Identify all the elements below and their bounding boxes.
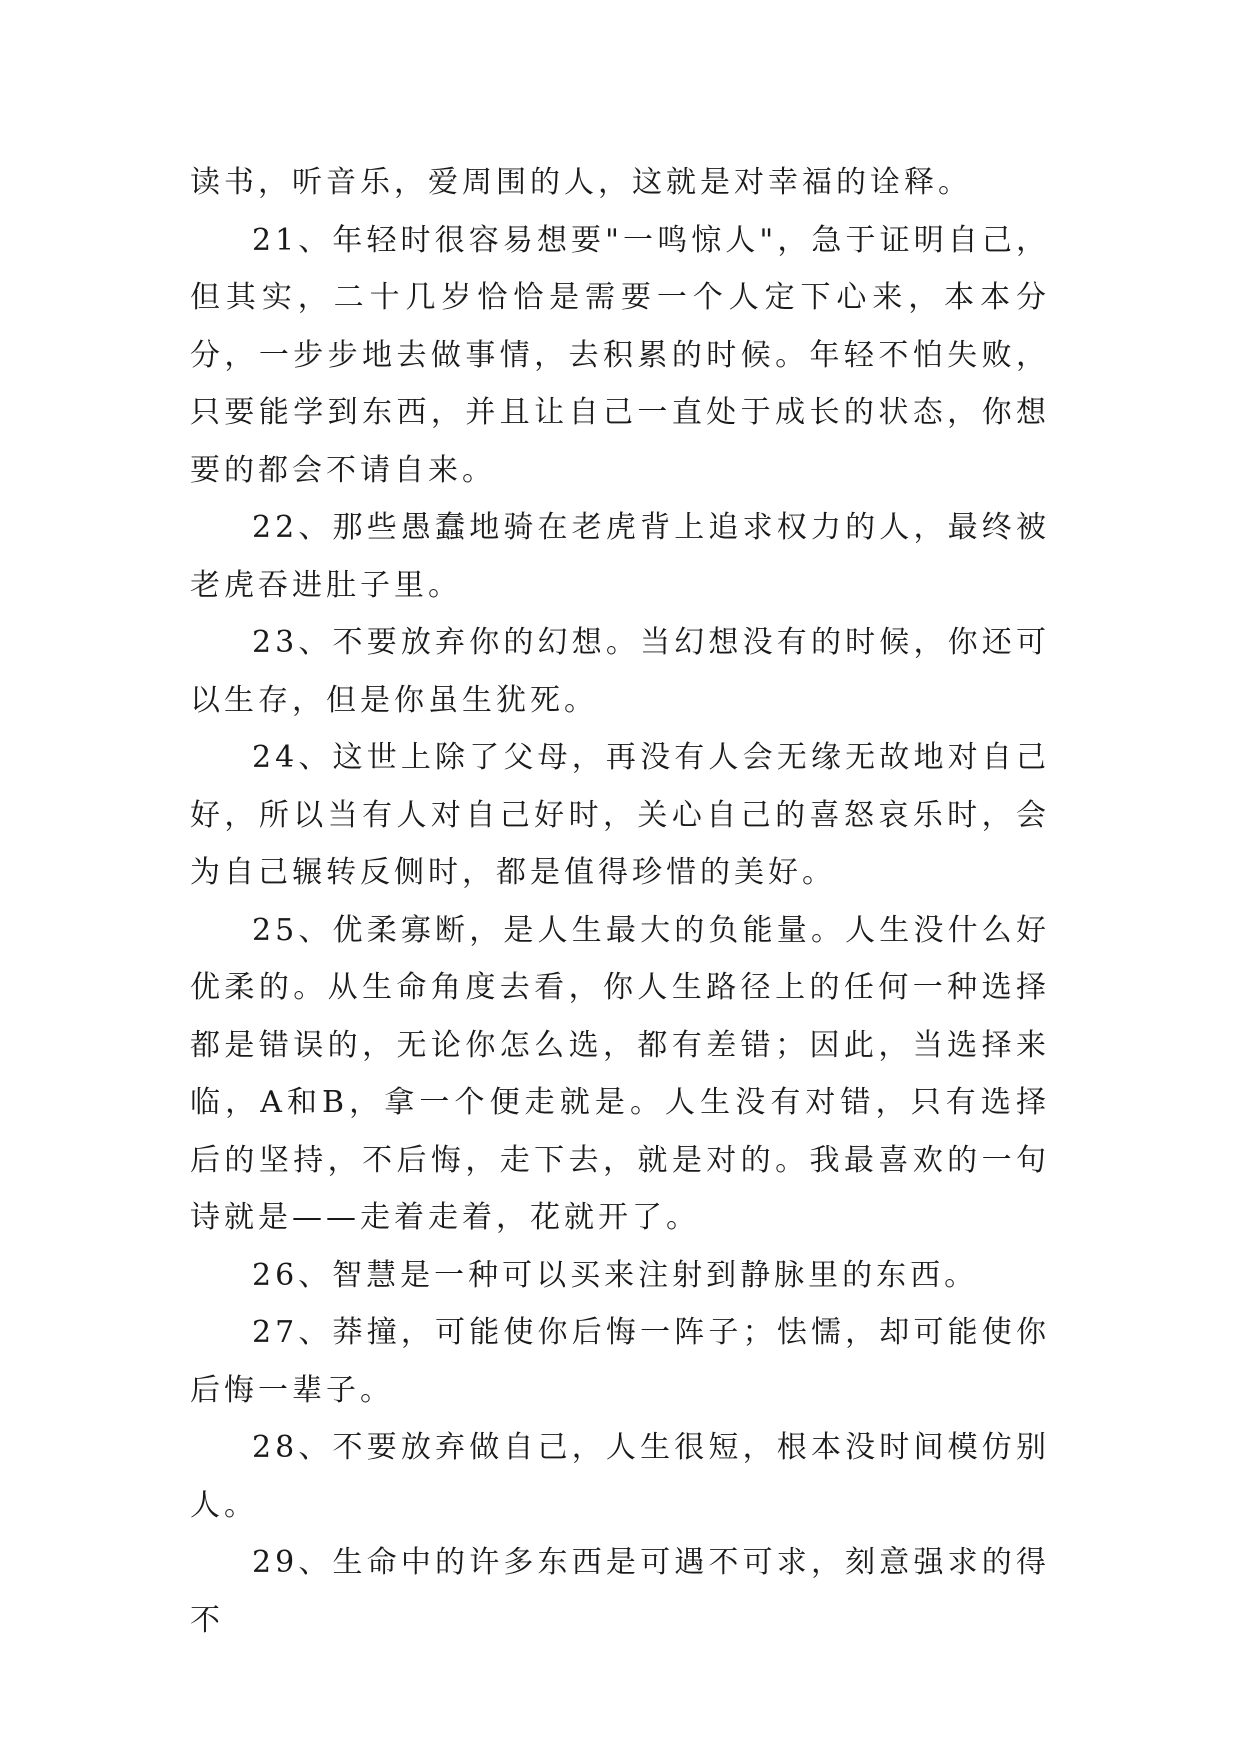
paragraph-continuation: 读书，听音乐，爱周围的人，这就是对幸福的诠释。: [190, 165, 972, 200]
paragraph-26: 26、智慧是一种可以买来注射到静脉里的东西。: [252, 1257, 979, 1293]
paragraph-21: 21、年轻时很容易想要"一鸣惊人"，急于证明自己，但其实，二十几岁恰恰是需要一个人定下心来，本本分分，一步步地去做事情，去积累的时候。年轻不怕失败，只要能学到东西，并且让自己一直处于成长的状态，你想要的都会不请自来。: [190, 222, 1050, 488]
paragraph-24: 24、这世上除了父母，再没有人会无缘无故地对自己好，所以当有人对自己好时，关心自己的喜怒哀乐时，会为自己辗转反侧时，都是值得珍惜的美好。: [190, 740, 1050, 890]
paragraph-25: 25、优柔寡断，是人生最大的负能量。人生没什么好优柔的。从生命角度去看，你人生路径上的任何一种选择都是错误的，无论你怎么选，都有差错；因此，当选择来临，A和B，拿一个便走就是。人生没有对错，只有选择后的坚持，不后悔，走下去，就是对的。我最喜欢的一句诗就是——走着走着，花就开了。: [190, 912, 1050, 1235]
paragraph-22: 22、那些愚蠢地骑在老虎背上追求权力的人，最终被老虎吞进肚子里。: [190, 510, 1050, 603]
paragraph-27: 27、莽撞，可能使你后悔一阵子；怯懦，却可能使你后悔一辈子。: [190, 1315, 1050, 1408]
paragraph-23: 23、不要放弃你的幻想。当幻想没有的时候，你还可以生存，但是你虽生犹死。: [190, 625, 1050, 718]
paragraph-28: 28、不要放弃做自己，人生很短，根本没时间模仿别人。: [190, 1430, 1050, 1523]
paragraph-29: 29、生命中的许多东西是可遇不可求，刻意强求的得不: [190, 1545, 1050, 1638]
document-body: [190, 154, 1050, 1649]
